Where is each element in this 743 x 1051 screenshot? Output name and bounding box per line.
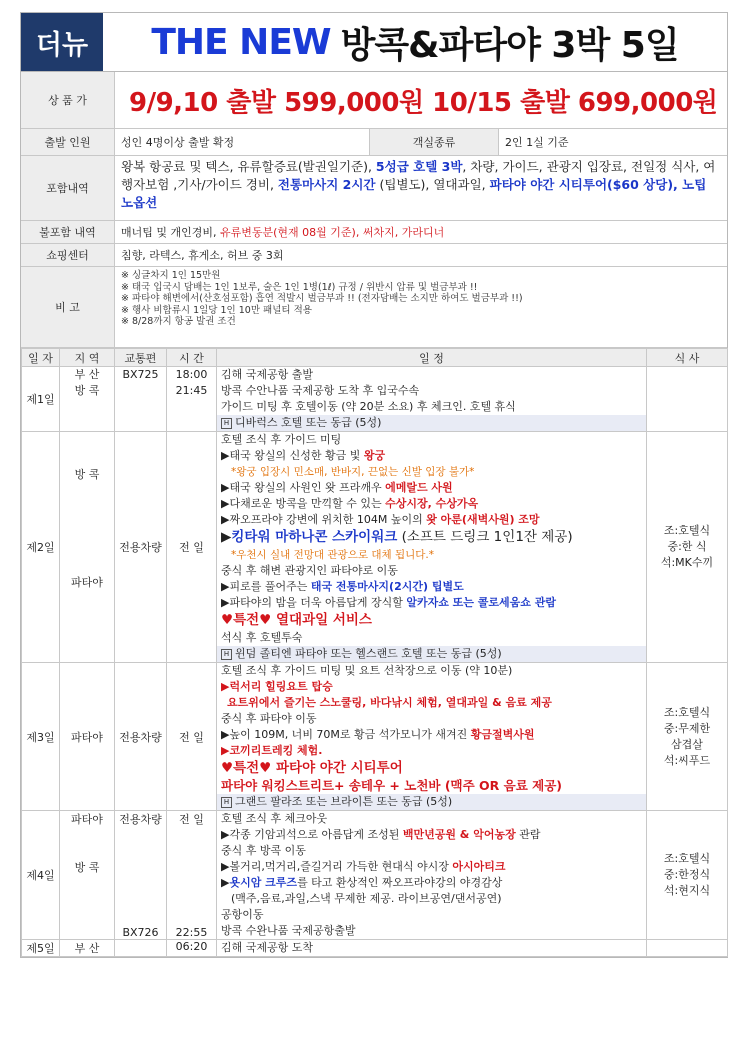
time-cell: 전 일 [167, 432, 217, 663]
shopping-label: 쇼핑센터 [21, 244, 115, 266]
itinerary-sheet [20, 12, 728, 958]
page-title [103, 13, 727, 71]
remarks-list [115, 267, 529, 347]
remarks-row [21, 267, 727, 348]
remark-item: ※ 태국 입국시 담배는 1인 1보루, 술은 1인 1병(1ℓ) 규정 / 위반시 압류 및 벌금부과 !! [121, 281, 478, 293]
itinerary-text: ▶볼거리,먹거리,즐길거리 가득한 현대식 야시장 [221, 860, 453, 873]
col-region: 지 역 [60, 349, 115, 367]
itinerary-cell [217, 663, 647, 811]
room-value: 2인 1실 기준 [505, 136, 569, 149]
itinerary-line [217, 579, 646, 595]
itinerary-line: 방콕 수안나품 국제공항 도착 후 입국수속 [221, 384, 420, 397]
day-row [22, 940, 728, 957]
hotel-name: 그랜드 팔라조 또는 브라이튼 또는 동급 (5성) [235, 795, 453, 808]
hotel-line [217, 415, 646, 431]
included-label: 포함내역 [21, 156, 115, 220]
excluded-row [21, 221, 727, 244]
transport-cell: 전용차량 [115, 432, 167, 663]
remark-item: ※ 파타야 해변에서(산호섬포함) 흡연 적발시 벌금부과 !! (전자담배는 소지만 하여도 벌금부과 !!) [121, 293, 523, 304]
excluded-value [115, 221, 727, 243]
excluded-text: 매너팁 및 개인경비, [121, 226, 217, 239]
itinerary-line: 호텔 조식 후 체크아웃 [221, 812, 328, 825]
meals-cell: 조:호텔식 중:한 식 석:MK수끼 [647, 432, 728, 663]
itinerary-text: 관람 [515, 828, 541, 841]
itinerary-line: 김해 국제공항 출발 [221, 368, 314, 381]
included-value [115, 156, 727, 220]
time-cell: 18:00 21:45 [167, 367, 217, 432]
day-row [22, 367, 728, 432]
itinerary-line: 중식 후 해변 관광지인 파타야로 이동 [221, 564, 398, 577]
price-value: 9/9,10 출발 599,000원 10/15 출발 699,000원 [129, 87, 718, 118]
itinerary-line: 중식 후 방콕 이동 [221, 844, 306, 857]
included-text: (팁별도), 열대과일, [375, 177, 490, 192]
itinerary-cell [217, 940, 647, 957]
itinerary-line [217, 859, 646, 875]
price-row [21, 72, 727, 129]
itinerary-highlight: 욧시암 크루즈 [229, 876, 298, 889]
transport-cell [115, 940, 167, 957]
departure-label: 출발 인원 [21, 129, 115, 155]
col-meals: 식 사 [647, 349, 728, 367]
room-label: 객실종류 [370, 129, 499, 155]
day-row [22, 663, 728, 811]
region-text: 방 콕 [74, 861, 100, 874]
included-text: , 차량, 가이드, 관광지 입장료, 전일정 식사, 여행자보험 ,기사/가이드 경비, [121, 159, 716, 192]
col-transport: 교통편 [115, 349, 167, 367]
itinerary-highlight: 왓 아룬(새벽사원) 조망 [426, 513, 540, 526]
itinerary-text: 를 타고 환상적인 짜오프라야강의 야경감상 [297, 876, 503, 889]
region-cell: 부 산 [60, 940, 115, 957]
itinerary-line: (맥주,음료,과일,스낵 무제한 제공. 라이브공연/댄서공연) [231, 892, 502, 905]
included-text: 왕복 항공료 및 텍스, 유류할증료(발권일기준), [121, 159, 376, 174]
itinerary-highlight: 에메랄드 사원 [385, 481, 453, 494]
itinerary-line: 호텔 조식 후 가이드 미팅 및 요트 선착장으로 이동 (약 10분) [221, 664, 513, 677]
hotel-name: 윈덤 졸티엔 파타야 또는 헬스랜드 호텔 또는 동급 (5성) [235, 647, 502, 660]
itinerary-highlight: 알카자쇼 또는 콜로세움쇼 관람 [406, 596, 556, 609]
itinerary-text: ▶태국 왕실의 신성한 황금 빛 [221, 449, 364, 462]
transport-text: 전용차량 [119, 813, 162, 826]
region-text: 방 콕 [74, 468, 100, 481]
header [21, 13, 727, 72]
departure-value: 성인 4명이상 출발 확정 [115, 129, 370, 155]
itinerary-text: ▶ [221, 529, 232, 545]
itinerary-text: ▶ [221, 876, 230, 889]
itinerary-line: 중식 후 파타야 이동 [221, 712, 317, 725]
itinerary-text: (소프트 드링크 1인1잔 제공) [397, 529, 573, 545]
included-row [21, 156, 727, 221]
region-cell [60, 811, 115, 940]
time-cell: 06:20 [167, 940, 217, 957]
itinerary-cell [217, 811, 647, 940]
meals-cell [647, 367, 728, 432]
excluded-fuel: 유류변동분(현재 08월 기준), 써차지, 가라디너 [220, 226, 445, 239]
shopping-row [21, 244, 727, 267]
itinerary-line [217, 496, 646, 512]
itinerary-text: ▶파타야의 밤을 더욱 아름답게 장식할 [221, 596, 407, 609]
itinerary-cell [217, 367, 647, 432]
itinerary-text: ▶피로를 풀어주는 [221, 580, 311, 593]
price-label: 상 품 가 [21, 72, 115, 128]
special-offer: ♥특전♥ 파타야 야간 시티투어 [221, 760, 403, 776]
time-text: 전 일 [179, 813, 204, 826]
time-text: 22:55 [175, 926, 208, 939]
itinerary-highlight: ▶코끼리트레킹 체험. [221, 744, 323, 757]
transport-cell: 전용차량 [115, 663, 167, 811]
itinerary-line: 석식 후 호텔투숙 [221, 631, 303, 644]
itinerary-highlight: 황금절벽사원 [470, 728, 535, 741]
itinerary-text: ▶짜오프라야 강변에 위치한 104M 높이의 [221, 513, 427, 526]
day-row [22, 432, 728, 663]
itinerary-line: 가이드 미팅 후 호텔이동 (약 20분 소요) 후 체크인. 호텔 휴식 [221, 400, 516, 413]
meals-cell: 조:호텔식 중:무제한 삼겹살 석:씨푸드 [647, 663, 728, 811]
itinerary-highlight: ▶럭서리 힐링요트 탑승 [221, 680, 333, 693]
included-hotel: 5성급 호텔 3박 [375, 159, 463, 174]
itinerary-text: ▶다채로운 방콕을 만끽할 수 있는 [221, 497, 386, 510]
transport-cell [115, 811, 167, 940]
schedule-table [21, 348, 728, 957]
itinerary-highlight: 파타야 워킹스트리트+ 송테우 + 노천바 (맥주 OR 음료 제공) [221, 778, 563, 793]
hotel-line [217, 646, 646, 662]
hotel-icon: H [221, 649, 232, 660]
itinerary-line [217, 727, 646, 743]
time-cell [167, 811, 217, 940]
included-citytour: 파타야 야간 시티투어($60 상당), 노팁 노옵션 [121, 177, 707, 210]
itinerary-highlight: 아시아티크 [452, 860, 506, 873]
itinerary-line [217, 827, 646, 843]
hotel-line [217, 794, 646, 810]
remark-item: ※ 싱글차지 1인 15만원 [121, 270, 221, 281]
hotel-name: 디바럭스 호텔 또는 동급 (5성) [235, 416, 382, 429]
itinerary-cell [217, 432, 647, 663]
hotel-icon: H [221, 797, 232, 808]
special-offer: ♥특전♥ 열대과일 서비스 [221, 612, 372, 628]
itinerary-highlight: 태국 전통마사지(2시간) 팁별도 [310, 580, 464, 593]
itinerary-line [217, 528, 646, 547]
remark-item: ※ 8/28까지 항공 발권 조건 [121, 316, 236, 327]
itinerary-line: 방콕 수완나품 국제공항출발 [221, 924, 356, 937]
day-cell: 제3일 [22, 663, 60, 811]
remark-item: ※ 행사 비합류시 1일당 1인 10만 패널티 적용 [121, 304, 312, 316]
region-text: 파타야 [71, 813, 103, 826]
itinerary-line: 김해 국제공항 도착 [221, 941, 314, 954]
shopping-value: 침향, 라텍스, 휴게소, 허브 중 3회 [121, 249, 284, 262]
region-cell: 파타야 [60, 663, 115, 811]
col-time: 시 간 [167, 349, 217, 367]
itinerary-text: ▶높이 109M, 너비 70M로 황금 석가모니가 새겨진 [221, 728, 471, 741]
itinerary-line: 호텔 조식 후 가이드 미팅 [221, 433, 342, 446]
title-kr: 방콕&파타야 3박 5일 [340, 24, 679, 66]
itinerary-line: 공항이동 [221, 908, 264, 921]
itinerary-line [217, 448, 646, 464]
itinerary-highlight: 수상시장, 수상가옥 [385, 497, 479, 510]
itinerary-line [217, 595, 646, 611]
transport-text: BX726 [122, 926, 159, 939]
region-text: 파타야 [71, 576, 103, 589]
itinerary-note: *우천시 실내 전망대 관광으로 대체 됩니다.* [231, 549, 434, 561]
region-cell [60, 432, 115, 663]
itinerary-line [217, 512, 646, 528]
meals-cell: 조:호텔식 중:한정식 석:현지식 [647, 811, 728, 940]
itinerary-text: ▶태국 왕실의 사원인 왓 프라깨우 [221, 481, 386, 494]
itinerary-line [217, 480, 646, 496]
time-cell: 전 일 [167, 663, 217, 811]
day-cell: 제4일 [22, 811, 60, 940]
schedule-header [22, 349, 728, 367]
day-cell: 제5일 [22, 940, 60, 957]
itinerary-line [217, 875, 646, 891]
meals-cell [647, 940, 728, 957]
itinerary-highlight: 킹타워 마하나콘 스카이워크 [231, 529, 398, 545]
title-en: THE NEW [151, 21, 331, 63]
itinerary-note: *왕궁 입장시 민소매, 반바지, 끈없는 신발 입장 불가* [231, 466, 475, 478]
itinerary-highlight: 요트위에서 즐기는 스노쿨링, 바다낚시 체험, 열대과일 & 음료 제공 [227, 696, 552, 709]
itinerary-highlight: 왕궁 [363, 449, 386, 462]
itinerary-text: ▶각종 기암괴석으로 아름답게 조성된 [221, 828, 403, 841]
excluded-label: 불포함 내역 [21, 221, 115, 243]
hotel-icon: H [221, 418, 232, 429]
day-cell: 제2일 [22, 432, 60, 663]
included-massage: 전통마사지 2시간 [277, 177, 376, 192]
departure-row [21, 129, 727, 156]
transport-cell: BX725 [115, 367, 167, 432]
itinerary-highlight: 백만년공원 & 악어농장 [402, 828, 516, 841]
col-day: 일 자 [22, 349, 60, 367]
remarks-label: 비 고 [21, 267, 115, 347]
region-cell: 부 산 방 콕 [60, 367, 115, 432]
day-cell: 제1일 [22, 367, 60, 432]
col-itinerary: 일 정 [217, 349, 647, 367]
brand-logo: 더뉴 [21, 13, 103, 71]
day-row [22, 811, 728, 940]
